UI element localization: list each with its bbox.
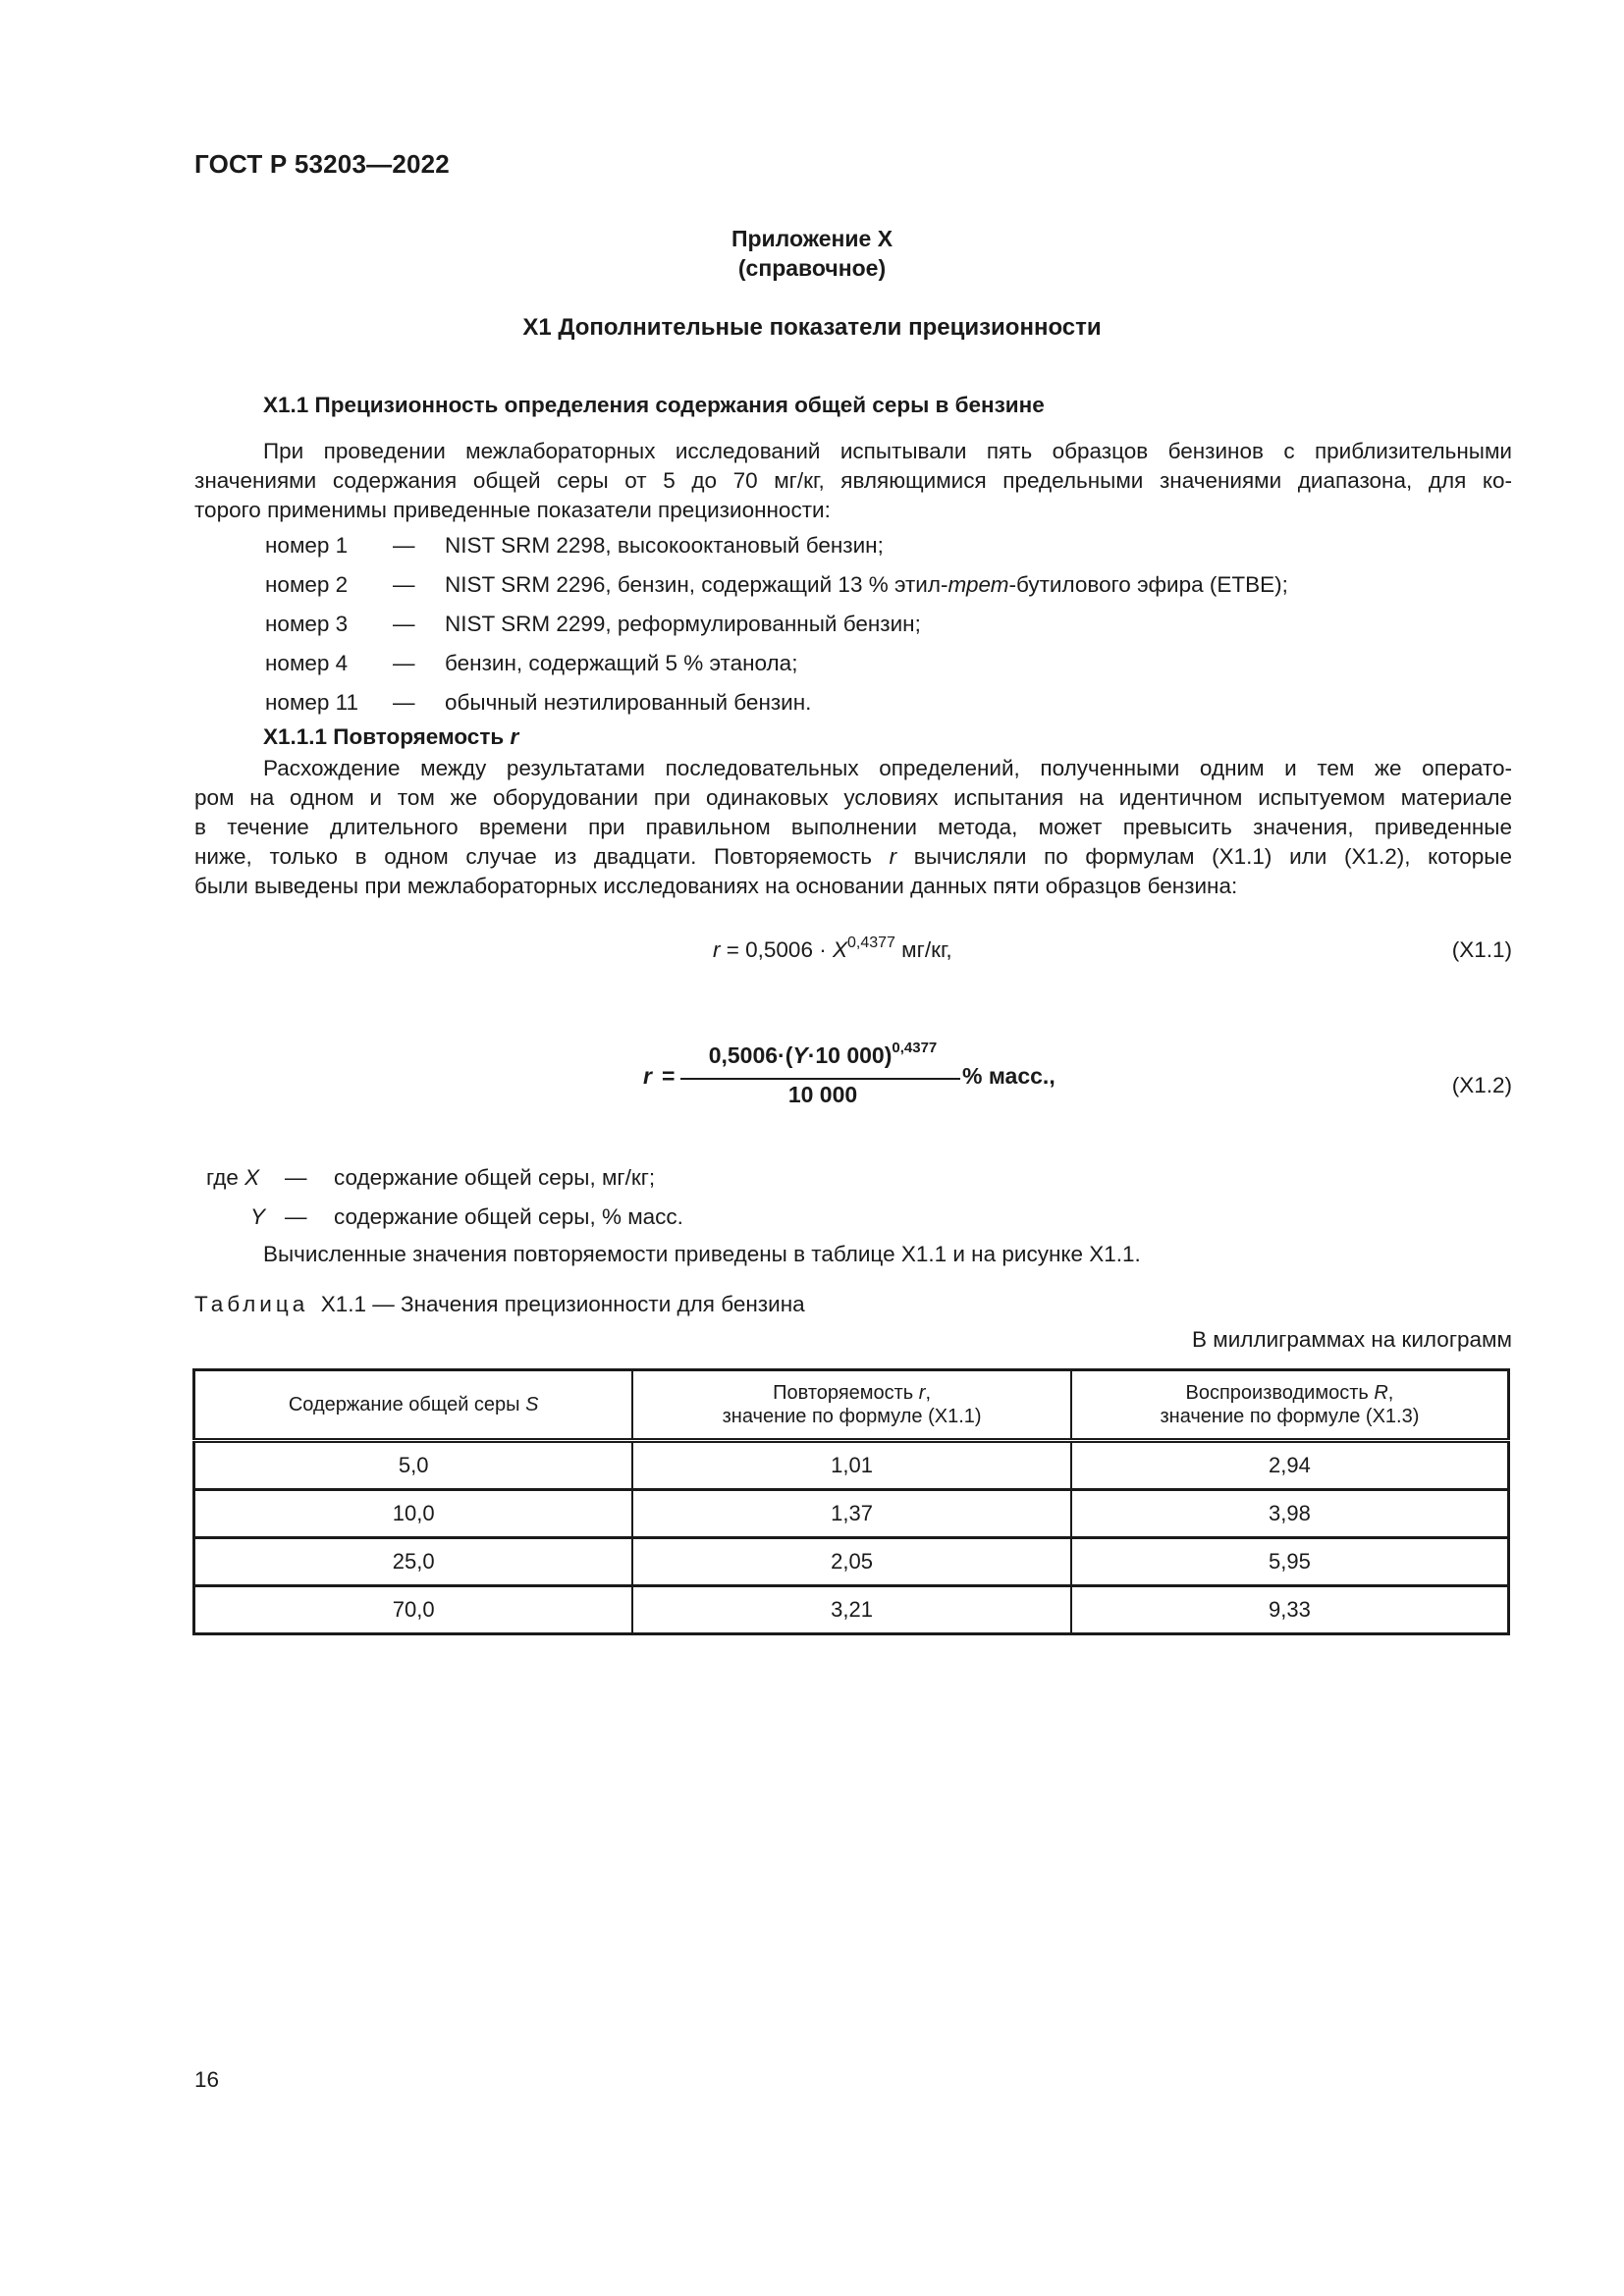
column-header-repeatability (632, 1370, 1071, 1441)
caption-text: X1.1 — Значения прецизионности для бензина (320, 1292, 805, 1316)
table-caption (194, 1292, 805, 1317)
table-units: В миллиграммах на килограмм (1192, 1327, 1512, 1352)
appendix-title: Приложение X (731, 226, 893, 251)
table-cell: 5,95 (1071, 1538, 1509, 1586)
header-text: значение по формуле (X1.1) (722, 1406, 982, 1427)
table-cell: 1,37 (632, 1490, 1071, 1538)
sample-label: номер 3 (265, 612, 349, 636)
em-dash: — (393, 572, 415, 597)
sample-description (445, 570, 1288, 600)
table-cell: 5,0 (194, 1441, 633, 1490)
equation-number: (X1.1) (1451, 937, 1512, 962)
table-cell: 3,98 (1071, 1490, 1509, 1538)
table-header-row (194, 1370, 1509, 1441)
fraction-denominator: 10 000 (787, 1082, 858, 1107)
where-word: где (206, 1165, 239, 1190)
intro-paragraph (194, 437, 1512, 525)
sample-label: номер 2 (265, 572, 349, 597)
numerator-text: 0,5006·( (708, 1042, 793, 1068)
sample-description: обычный неэтилированный бензин. (445, 690, 812, 715)
repeatability-heading (263, 724, 518, 750)
em-dash: — (285, 1165, 307, 1190)
page-number: 16 (194, 2067, 220, 2092)
em-dash: — (393, 651, 415, 675)
variable-symbol: Y (250, 1204, 266, 1229)
caption-label: Таблица (194, 1292, 309, 1316)
variable-description: содержание общей серы, мг/кг; (334, 1165, 656, 1190)
table-reference-note: Вычисленные значения повторяемости приведены в таблице X1.1 и на рисунке X1.1. (263, 1242, 1141, 1266)
equals-sign: = (662, 1063, 676, 1089)
desc-text: -бутилового эфира (ETBE); (1008, 572, 1288, 597)
header-text: Повторяемость (773, 1382, 919, 1404)
column-header-sulfur (194, 1370, 633, 1441)
formula-var: X (832, 937, 847, 962)
header-symbol: R (1374, 1382, 1388, 1404)
variable-description: содержание общей серы, % масс. (334, 1204, 683, 1229)
document-header-standard-id: ГОСТ Р 53203—2022 (194, 149, 450, 179)
equation-number: (X1.2) (1451, 1073, 1512, 1097)
table-row (194, 1586, 1509, 1634)
desc-italic: трет (947, 572, 1009, 597)
variable-symbol: X (244, 1165, 260, 1190)
where-intro (206, 1163, 259, 1193)
column-header-reproducibility (1071, 1370, 1509, 1441)
subsection-title: X1.1 Прецизионность определения содержания общей серы в бензине (263, 393, 1045, 417)
em-dash: — (393, 690, 415, 715)
heading-text: X1.1.1 Повторяемость (263, 724, 511, 749)
section-title: X1 Дополнительные показатели прецизионности (522, 314, 1102, 341)
table-cell: 25,0 (194, 1538, 633, 1586)
table-cell: 70,0 (194, 1586, 633, 1634)
appendix-status: (справочное) (737, 255, 887, 281)
paragraph-line (194, 842, 1512, 872)
appendix-heading (0, 224, 1624, 283)
header-text: значение по формуле (X1.3) (1160, 1406, 1420, 1427)
sample-description: NIST SRM 2299, реформулированный бензин; (445, 612, 921, 636)
text: ниже, только в одном случае из двадцати. Повторяемость (194, 844, 890, 869)
sample-label: номер 1 (265, 533, 349, 558)
formula-lhs: r (643, 1063, 652, 1089)
formula-exponent: 0,4377 (846, 934, 895, 951)
symbol: r (889, 844, 897, 869)
header-symbol: S (525, 1394, 539, 1415)
desc-text: NIST SRM 2296, бензин, содержащий 13 % этил- (445, 572, 948, 597)
text: вычисляли по формулам (X1.1) или (X1.2), которые (896, 844, 1512, 869)
table-row (194, 1441, 1509, 1490)
formula-rhs: = 0,5006 · (720, 937, 833, 962)
repeatability-paragraph (194, 754, 1512, 901)
table-cell: 3,21 (632, 1586, 1071, 1634)
table-cell: 10,0 (194, 1490, 633, 1538)
em-dash: — (285, 1204, 307, 1229)
heading-symbol: r (510, 724, 519, 749)
paragraph-line: значениями содержания общей серы от 5 до 70 мг/кг, являющимися предельными значениями диапазона, для ко- (194, 468, 1512, 493)
paragraph-line: торого применимы приведенные показатели прецизионности: (194, 498, 831, 522)
sample-description: NIST SRM 2298, высокооктановый бензин; (445, 533, 884, 558)
formula-exponent: 0,4377 (892, 1040, 938, 1056)
em-dash: — (393, 533, 415, 558)
numerator-text: ·10 000) (807, 1042, 893, 1068)
fraction-bar (680, 1078, 960, 1080)
em-dash: — (393, 612, 415, 636)
variable-symbol-wrap (250, 1202, 265, 1232)
header-text: , (925, 1382, 932, 1404)
table-row (194, 1490, 1509, 1538)
sample-description: бензин, содержащий 5 % этанола; (445, 651, 798, 675)
table-cell: 9,33 (1071, 1586, 1509, 1634)
paragraph-line: При проведении межлабораторных исследований испытывали пять образцов бензинов с приблизительными (263, 439, 1512, 463)
paragraph-line: ром на одном и том же оборудовании при одинаковых условиях испытания на идентичном испытуемом материале (194, 785, 1512, 810)
formula-unit: мг/кг, (894, 937, 952, 962)
header-text: , (1387, 1382, 1394, 1404)
table-cell: 2,94 (1071, 1441, 1509, 1490)
sample-label: номер 4 (265, 651, 349, 675)
precision-table (192, 1368, 1510, 1635)
sample-label: номер 11 (265, 690, 359, 715)
header-text: Воспроизводимость (1185, 1382, 1375, 1404)
table-cell: 1,01 (632, 1441, 1071, 1490)
paragraph-line: Расхождение между результатами последовательных определений, полученными одним и тем же операто- (263, 756, 1512, 780)
table-row (194, 1538, 1509, 1586)
header-text: Содержание общей серы (288, 1394, 526, 1415)
numerator-var: Y (792, 1042, 808, 1068)
paragraph-line: были выведены при межлабораторных исследованиях на основании данных пяти образцов бензина: (194, 874, 1238, 898)
table-cell: 2,05 (632, 1538, 1071, 1586)
paragraph-line: в течение длительного времени при правильном выполнении метода, может превысить значения, приведенные (194, 815, 1512, 839)
fraction-numerator (684, 1042, 961, 1069)
formula-lhs: r (713, 937, 721, 962)
header-symbol: r (918, 1382, 926, 1404)
formula-unit: % масс., (962, 1063, 1056, 1089)
formula-x1-1 (713, 934, 952, 963)
